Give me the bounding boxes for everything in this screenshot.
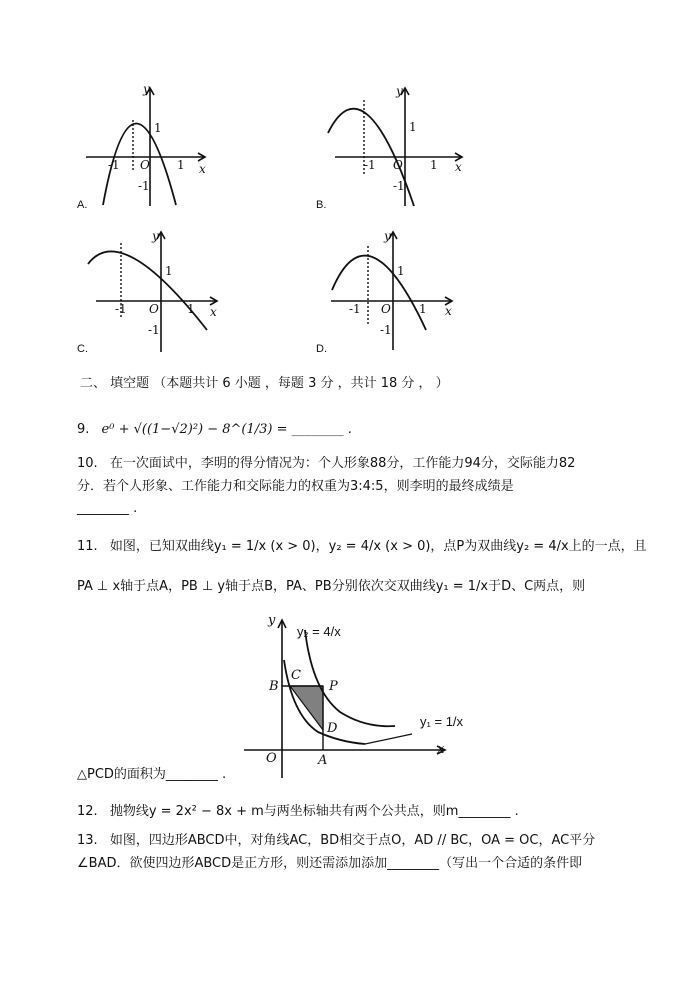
- fig11-point-c: C: [291, 668, 301, 683]
- q10-line1: 在一次面试中，李明的得分情况为：个人形象88分，工作能力94分，交际能力82: [109, 456, 576, 471]
- q12-number: 12.: [77, 804, 98, 819]
- q9-text: e⁰ + √((1−√2)²) − 8^(1/3) = ________ .: [101, 422, 352, 437]
- q13-line2: ∠BAD．欲使四边形ABCD是正方形，则还需添加添加________（写出一个合适的条件即: [77, 856, 583, 871]
- fig11-x-axis: x: [437, 742, 445, 757]
- graph-d-ytick-neg1: -1: [380, 323, 392, 337]
- question-11-line1: [77, 535, 647, 559]
- graph-a-tick-1: 1: [177, 158, 185, 172]
- graph-b-ytick-1: 1: [409, 120, 417, 134]
- graph-a-y-label: y: [143, 82, 150, 96]
- graph-a-x-label: x: [199, 162, 206, 176]
- graph-d-ytick-1: 1: [397, 264, 405, 278]
- graph-c-origin: O: [149, 302, 159, 316]
- fig11-point-p: P: [329, 679, 338, 694]
- graph-c-ytick-1: 1: [165, 264, 173, 278]
- graph-a-origin: O: [140, 158, 150, 172]
- q11-line3: △PCD的面积为________ .: [77, 767, 227, 782]
- question-13-line1: [77, 829, 595, 853]
- graph-a-ytick-1: 1: [154, 121, 162, 135]
- q9-number: 9.: [77, 422, 90, 437]
- graph-c-y-label: y: [152, 229, 159, 243]
- graph-b-ytick-neg1: -1: [393, 179, 405, 193]
- fig11-point-o: O: [266, 751, 277, 766]
- graph-b-origin: O: [393, 158, 403, 172]
- graph-a-ytick-neg1: -1: [138, 179, 150, 193]
- fig11-point-d: D: [327, 721, 338, 736]
- curve-y2: [305, 630, 395, 726]
- graph-c-tick-1: 1: [187, 302, 195, 316]
- triangle-pcd: [290, 686, 323, 730]
- option-d-label[interactable]: D.: [316, 343, 327, 355]
- graph-b-y-label: y: [396, 84, 403, 98]
- graph-c-ytick-neg1: -1: [148, 323, 160, 337]
- graph-d-tick-1: 1: [419, 302, 427, 316]
- question-12: [77, 800, 519, 824]
- q13-number: 13.: [77, 833, 98, 848]
- q11-line1: 如图，已知双曲线y₁ = 1/x (x > 0)，y₂ = 4/x (x > 0)，点P为双曲线y₂ = 4/x上的一点，且: [109, 539, 647, 554]
- parabola-d: [332, 256, 426, 330]
- graph-b-tick-1: 1: [430, 158, 438, 172]
- section-heading: 二、 填空题 （本题共计 6 小题 ，每题 3 分 ，共计 18 分 ， ）: [80, 376, 449, 391]
- q10-line2: 分．若个人形象、工作能力和交际能力的权重为3:4:5，则李明的最终成绩是: [77, 479, 514, 494]
- option-b-label[interactable]: B.: [316, 199, 327, 211]
- graph-b-x-label: x: [455, 160, 462, 174]
- question-9: [77, 418, 352, 442]
- option-c-label[interactable]: C.: [77, 343, 88, 355]
- fig11-y1-label: y₁ = 1/x: [420, 714, 464, 729]
- q10-line3: ________ .: [77, 501, 138, 516]
- q12-text: 抛物线y = 2x² − 8x + m与两坐标轴共有两个公共点，则m________ .: [109, 804, 519, 819]
- graph-d-tick-neg1: -1: [349, 302, 361, 316]
- graph-d-y-label: y: [384, 229, 391, 243]
- fig11-point-a: A: [318, 753, 328, 768]
- option-a-label[interactable]: A.: [77, 199, 88, 211]
- parabola-c: [88, 251, 207, 330]
- fig11-y-axis: y: [268, 613, 276, 628]
- graph-d-origin: O: [381, 302, 391, 316]
- q11-number: 11.: [77, 539, 98, 554]
- q11-line2: PA ⊥ x轴于点A，PB ⊥ y轴于点B，PA、PB分别依次交双曲线y₁ = 1/x于D、C两点，则: [77, 579, 586, 594]
- fig11-y2-label: y₂ = 4/x: [297, 624, 341, 639]
- q10-number: 10.: [77, 456, 98, 471]
- graph-a-tick-neg1: -1: [108, 158, 120, 172]
- graph-d-x-label: x: [445, 304, 452, 318]
- question-10-line1: [77, 452, 575, 476]
- q13-line1: 如图，四边形ABCD中，对角线AC，BD相交于点O，AD // BC，OA = OC，AC平分: [109, 833, 596, 848]
- graph-b-tick-neg1: -1: [364, 158, 376, 172]
- graph-c-x-label: x: [210, 305, 217, 319]
- fig11-point-b: B: [269, 679, 279, 694]
- graph-c-tick-neg1: -1: [115, 302, 127, 316]
